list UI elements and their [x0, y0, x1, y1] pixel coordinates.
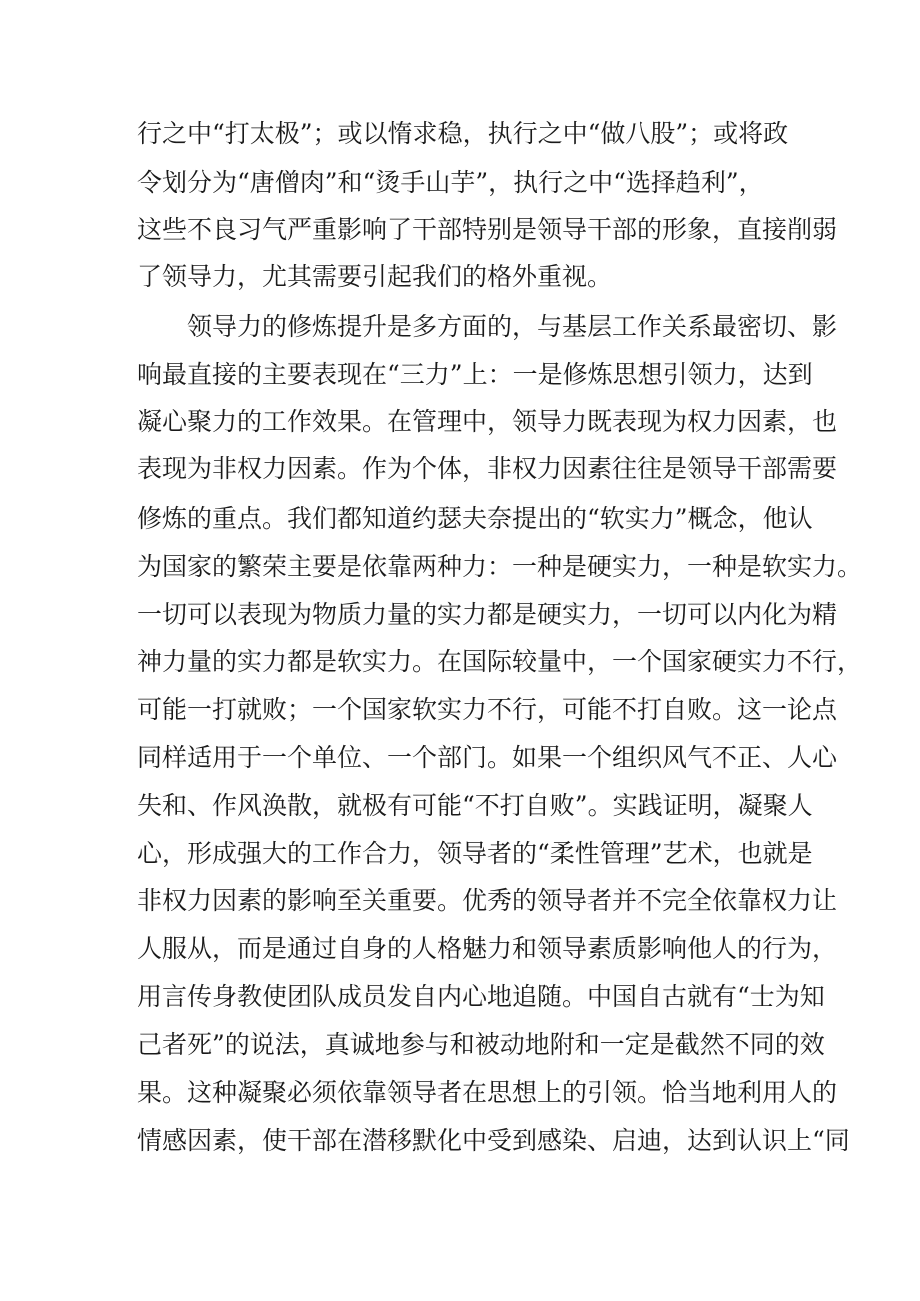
text-line-7: 凝心聚力的工作效果。在管理中，领导力既表现为权力因素，也: [137, 407, 838, 436]
text-line-17: 非权力因素的影响至关重要。优秀的领导者并不完全依靠权力让: [137, 886, 838, 915]
text-line-3: 这些不良习气严重影响了干部特别是领导干部的形象，直接削弱: [137, 215, 838, 244]
text-line-9: 修炼的重点。我们都知道约瑟夫奈提出的“软实力”概念，他认: [137, 504, 813, 533]
text-line-4: 了领导力，尤其需要引起我们的格外重视。: [137, 262, 613, 291]
text-line-1: 行之中“打太极”；或以惰求稳，执行之中“做八股”；或将政: [137, 119, 789, 148]
paragraph-start-line: 领导力的修炼提升是多方面的，与基层工作关系最密切、影: [187, 312, 838, 341]
text-line-21: 果。这种凝聚必须依靠领导者在思想上的引领。恰当地利用人的: [137, 1078, 838, 1107]
text-line-13: 可能一打就败；一个国家软实力不行，可能不打自败。这一论点: [137, 695, 838, 724]
text-line-2: 令划分为“唐僧肉”和“烫手山芋”，执行之中“选择趋利”，: [137, 168, 764, 197]
text-line-12: 神力量的实力都是软实力。在国际较量中，一个国家硬实力不行，: [137, 647, 863, 676]
text-line-18: 人服从，而是通过自身的人格魅力和领导素质影响他人的行为，: [137, 934, 838, 963]
text-line-22: 情感因素，使干部在潜移默化中受到感染、启迪，达到认识上“同: [137, 1126, 850, 1155]
text-line-14: 同样适用于一个单位、一个部门。如果一个组织风气不正、人心: [137, 743, 838, 772]
text-line-19: 用言传身教使团队成员发自内心地追随。中国自古就有“士为知: [137, 982, 825, 1011]
text-line-15: 失和、作风涣散，就极有可能“不打自败”。实践证明，凝聚人: [137, 791, 813, 820]
text-line-6: 响最直接的主要表现在“三力”上：一是修炼思想引领力，达到: [137, 360, 813, 389]
text-line-10: 为国家的繁荣主要是依靠两种力：一种是硬实力，一种是软实力。: [137, 552, 863, 581]
text-line-8: 表现为非权力因素。作为个体，非权力因素往往是领导干部需要: [137, 454, 838, 483]
text-line-16: 心，形成强大的工作合力，领导者的“柔性管理”艺术，也就是: [137, 839, 813, 868]
text-line-20: 己者死”的说法，真诚地参与和被动地附和一定是截然不同的效: [137, 1030, 825, 1059]
text-line-11: 一切可以表现为物质力量的实力都是硬实力，一切可以内化为精: [137, 600, 838, 629]
